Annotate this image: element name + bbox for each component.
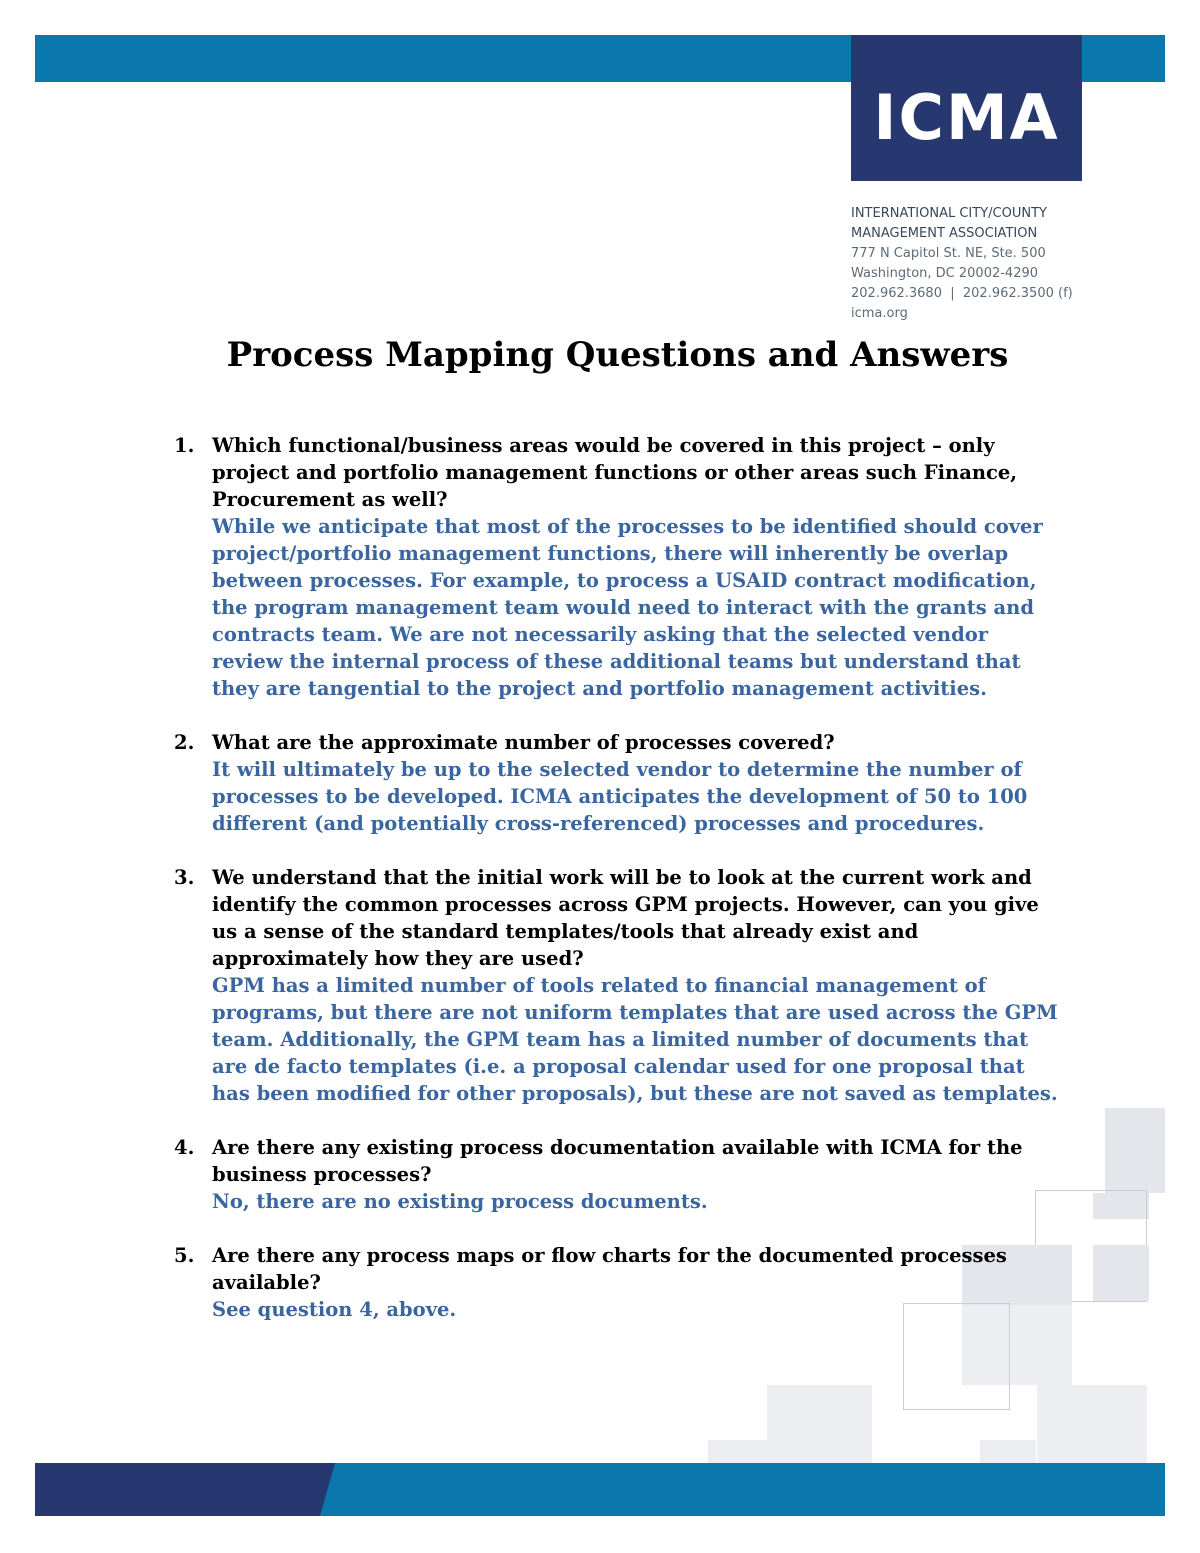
question-text: Are there any process maps or flow charts for the documented processes available? [212, 1244, 1007, 1294]
org-name-line2: MANAGEMENT ASSOCIATION [851, 226, 1038, 241]
qa-item-1 [174, 432, 1064, 702]
decorative-square [1093, 1245, 1149, 1301]
answer-text: No, there are no existing process documents. [212, 1190, 708, 1213]
question-text: Are there any existing process documentation available with ICMA for the business processes? [212, 1136, 1023, 1186]
address-city: Washington, DC 20002-4290 [851, 266, 1039, 281]
decorative-square [980, 1440, 1036, 1463]
qa-item-2 [174, 729, 1064, 837]
organization-address [851, 204, 1073, 324]
question-text: What are the approximate number of processes covered? [212, 731, 835, 754]
qa-item-3 [174, 864, 1064, 1107]
website: icma.org [851, 306, 908, 321]
question-number: 1. [174, 434, 195, 457]
question-text: We understand that the initial work will be to look at the current work and identify the common processes across GPM projects. However, can you give us a sense of the standard templates/tools that already exist and approximately how they are used? [212, 866, 1039, 970]
page-title: Process Mapping Questions and Answers [226, 335, 1009, 375]
footer-band-accent [35, 1463, 335, 1516]
icma-logo [851, 35, 1082, 181]
org-name-line1: INTERNATIONAL CITY/COUNTY [851, 206, 1047, 221]
address-street: 777 N Capitol St. NE, Ste. 500 [851, 246, 1046, 261]
question-number: 2. [174, 731, 195, 754]
answer-text: See question 4, above. [212, 1298, 457, 1321]
qa-item-4 [174, 1134, 1064, 1215]
question-number: 4. [174, 1136, 195, 1159]
qa-item-5 [174, 1242, 1064, 1323]
question-text: Which functional/business areas would be covered in this project – only project and portfolio management functions or other areas such Finance, Procurement as well? [212, 434, 1018, 511]
decorative-square [1105, 1108, 1165, 1193]
question-number: 3. [174, 866, 195, 889]
phone-fax: 202.962.3680 | 202.962.3500 (f) [851, 286, 1073, 301]
answer-text: GPM has a limited number of tools related to financial management of programs, but there are not uniform templates that are used across the GPM team. Additionally, the GPM team has a limited number of documents that are de facto templates (i.e. a proposal calendar used for one proposal that has been modified for other proposals), but these are not saved as templates. [212, 974, 1058, 1105]
decorative-square [1037, 1385, 1147, 1463]
question-number: 5. [174, 1244, 195, 1267]
qa-list [174, 432, 1064, 1350]
logo-text: ICMA [873, 80, 1060, 154]
answer-text: It will ultimately be up to the selected vendor to determine the number of processes to be developed. ICMA anticipates the development of 50 to 100 different (and potentially cross-referenced) processes and procedures. [212, 758, 1028, 835]
decorative-square [708, 1440, 818, 1463]
answer-text: While we anticipate that most of the processes to be identified should cover project/portfolio management functions, there will inherently be overlap between processes. For example, to process a USAID contract modification, the program management team would need to interact with the grants and contracts team. We are not necessarily asking that the selected vendor review the internal process of these additional teams but understand that they are tangential to the project and portfolio management activities. [212, 515, 1043, 700]
